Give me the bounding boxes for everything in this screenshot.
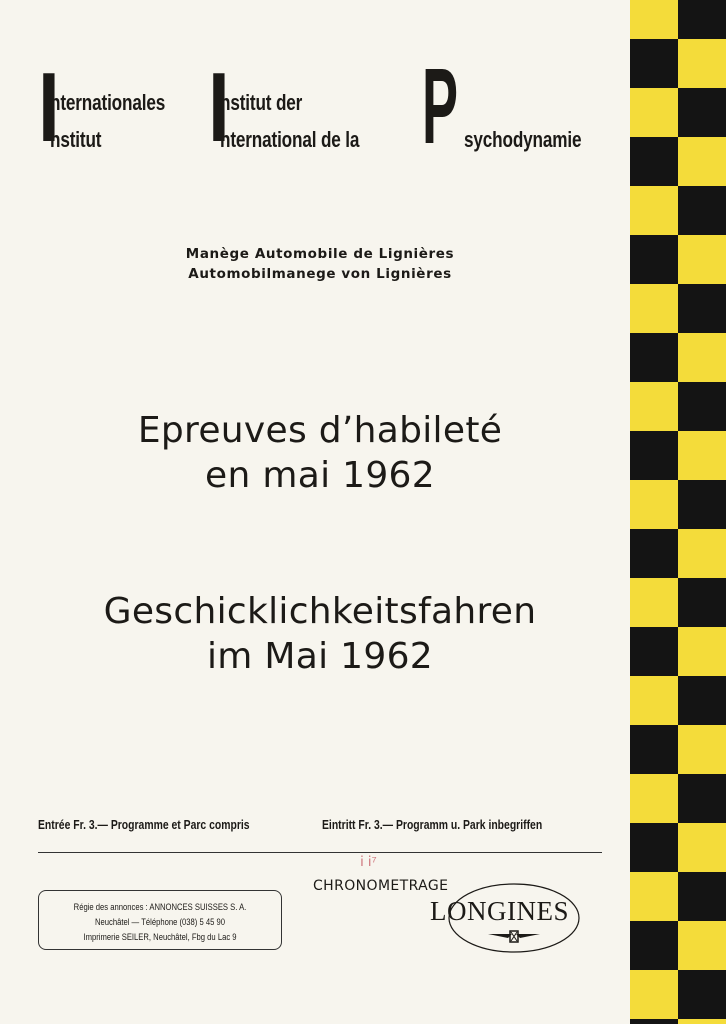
checker-black [630,235,678,284]
advertising-box [38,890,282,950]
ad-line2: Neuchâtel — Téléphone (038) 5 45 90 [94,917,225,927]
checker-black [630,921,678,970]
checker-black [630,137,678,186]
header-word-international-de-la: nternational de la [220,127,360,152]
checker-black [678,774,726,823]
checkered-border [630,0,726,1024]
checker-black [678,186,726,235]
header-word-institut-der: nstitut der [220,90,303,115]
title-fr-line1: Epreuves d’habileté [137,410,503,451]
checker-yellow [678,627,726,676]
header-word-institut: nstitut [50,127,102,152]
checker-black [678,88,726,137]
checker-black [678,872,726,921]
checker-black [678,382,726,431]
checker-yellow [630,382,678,431]
header-word-psychodynamie: sychodynamie [464,127,582,152]
checker-black [630,333,678,382]
checker-black [678,970,726,1019]
checker-yellow [678,235,726,284]
longines-logo [426,880,604,956]
title-german [0,589,640,679]
entry-price-fr: Entrée Fr. 3.— Programme et Parc compris [38,817,250,832]
checker-yellow [630,774,678,823]
checker-yellow [630,872,678,921]
checker-yellow [678,529,726,578]
checker-black [630,627,678,676]
venue-fr: Manège Automobile de Lignières [185,246,455,262]
checker-yellow [630,970,678,1019]
checker-yellow [678,921,726,970]
checker-yellow [678,823,726,872]
pencil-mark: ⅰ ⅰ⁷ [360,853,377,869]
checker-yellow [630,578,678,627]
title-french [0,408,640,498]
longines-wordmark: LONGINES [430,896,569,926]
checker-yellow [630,186,678,235]
title-de-line1: Geschicklichkeitsfahren [103,591,537,632]
checker-black [678,578,726,627]
checker-black [630,529,678,578]
header-word-internationales: nternationales [50,90,166,115]
checker-yellow [630,284,678,333]
entry-price-de: Eintritt Fr. 3.— Programm u. Park inbegriffen [322,817,543,832]
institute-header [38,45,618,166]
checker-black [678,0,726,39]
checker-black [678,284,726,333]
initial-i-2: I [208,52,230,162]
checker-black [630,725,678,774]
checker-black [630,1019,678,1024]
venue-subtitle [0,244,640,284]
venue-de: Automobilmanege von Lignières [188,266,452,282]
checker-black [678,676,726,725]
checker-yellow [678,333,726,382]
checker-yellow [678,1019,726,1024]
ad-line1: Régie des annonces : ANNONCES SUISSES S. A. [73,902,247,912]
winged-hourglass-icon [488,931,540,942]
checker-yellow [630,88,678,137]
title-fr-line2: en mai 1962 [205,455,435,496]
checker-black [630,431,678,480]
title-de-line2: im Mai 1962 [207,636,433,677]
checker-yellow [630,676,678,725]
initial-i-1: I [38,52,60,162]
checker-yellow [678,725,726,774]
checker-yellow [630,0,678,39]
checker-yellow [678,39,726,88]
checker-yellow [678,137,726,186]
checker-black [678,480,726,529]
chronometrage-label: CHRONOMETRAGE [313,878,449,894]
divider-line [38,852,602,853]
checker-black [630,39,678,88]
ad-line3: Imprimerie SEILER, Neuchâtel, Fbg du Lac 9 [83,932,237,942]
initial-p: P [422,45,459,166]
checker-black [630,823,678,872]
checker-yellow [678,431,726,480]
checker-yellow [630,480,678,529]
